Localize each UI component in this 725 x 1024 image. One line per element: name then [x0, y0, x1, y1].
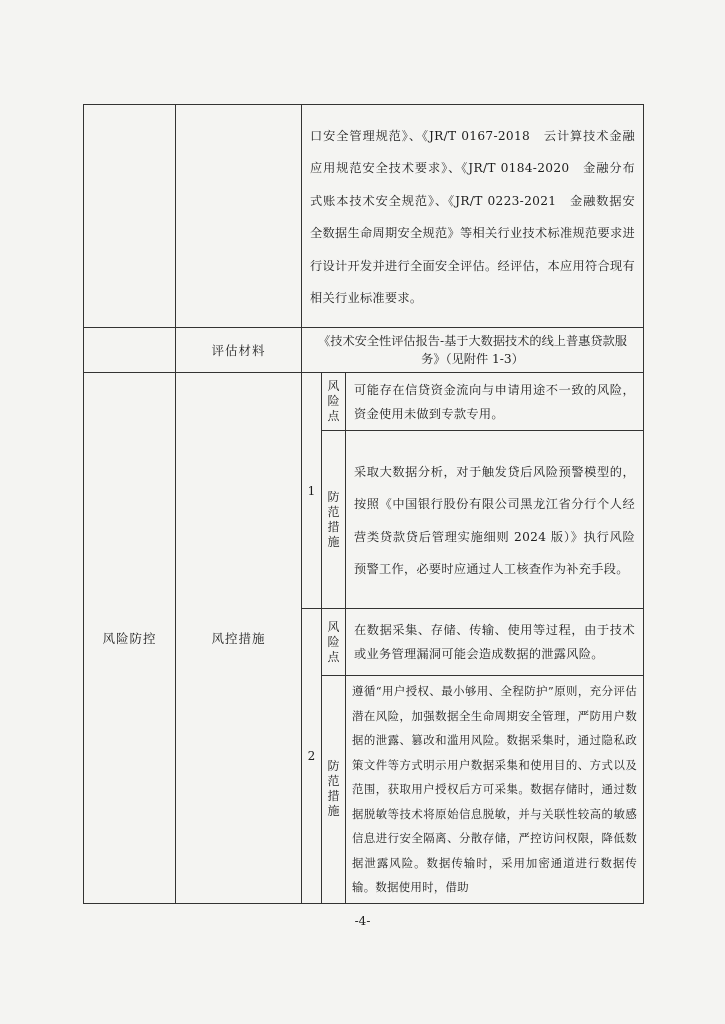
- measure-label: 防范措施: [327, 489, 340, 549]
- empty-cell: [84, 105, 176, 328]
- table-row: [84, 328, 644, 373]
- measure-cell: [346, 676, 644, 904]
- standards-text: 口安全管理规范》、《JR/T 0167-2018 云计算技术金融应用规范安全技术要求》、《JR/T 0184-2020 金融分布式账本技术安全规范》、《JR/T 0223-2021 金融数据安全数据生命周期安全规范》等相关行业技术标准规范要求进行设计开发并进行全面安全评估。经评估，本应用符合现有相关行业标准要求。: [310, 128, 636, 305]
- risk-point-label-cell: [322, 373, 346, 431]
- risk-point-label-cell: [322, 609, 346, 676]
- risk-point-label: 风险点: [327, 619, 340, 664]
- risk-point-label: 风险点: [327, 379, 340, 423]
- measure-label-cell: [322, 676, 346, 904]
- risk-control-label: 风险防控: [102, 630, 157, 646]
- standards-cell: [302, 105, 644, 328]
- measure-text: 采取大数据分析，对于触发贷后风险预警模型的，按照《中国银行股份有限公司黑龙江省分行个人经营类贷款贷后管理实施细则 2024 版）》执行风险预警工作，必要时应通过人工核查作为补充手段。: [354, 464, 636, 576]
- measure-label: 防范措施: [327, 759, 340, 819]
- table-row: [84, 373, 644, 431]
- eval-label-cell: [176, 328, 302, 373]
- risk-point-cell: [346, 609, 644, 676]
- item-number: 2: [307, 748, 316, 763]
- risk-point-cell: [346, 373, 644, 431]
- risk-control-label-cell: [84, 373, 176, 904]
- table-row: [84, 105, 644, 328]
- item-number-cell: [302, 373, 322, 609]
- empty-cell: [176, 105, 302, 328]
- empty-cell: [84, 328, 176, 373]
- eval-label: 评估材料: [211, 343, 266, 358]
- measure-text: 遵循“用户授权、最小够用、全程防护”原则，充分评估潜在风险，加强数据全生命周期安全管理，严防用户数据的泄露、篡改和滥用风险。数据采集时，通过隐私政策文件等方式明示用户数据采集和使用目的、方式以及范围，获取用户授权后方可采集。数据存储时，通过数据脱敏等技术将原始信息脱敏，并与关联性较高的敏感信息进行安全隔离、分散存储，严控访问权限，降低数据泄露风险。数据传输时，采用加密通道进行数据传输。数据使用时，借助: [352, 684, 638, 894]
- item-number: 1: [307, 483, 316, 498]
- eval-content-cell: [302, 328, 644, 373]
- control-measures-label: 风控措施: [211, 630, 266, 646]
- page-number: -4-: [354, 914, 371, 928]
- assessment-table: [83, 104, 644, 904]
- eval-text: 《技术安全性评估报告-基于大数据技术的线上普惠贷款服务》（见附件 1-3）: [318, 334, 627, 366]
- item-number-cell: [302, 609, 322, 904]
- control-measures-label-cell: [176, 373, 302, 904]
- risk-point-text: 可能存在信贷资金流向与申请用途不一致的风险，资金使用未做到专款专用。: [354, 382, 636, 421]
- risk-point-text: 在数据采集、存储、传输、使用等过程，由于技术或业务管理漏洞可能会造成数据的泄露风险。: [354, 623, 636, 661]
- measure-cell: [346, 431, 644, 609]
- measure-label-cell: [322, 431, 346, 609]
